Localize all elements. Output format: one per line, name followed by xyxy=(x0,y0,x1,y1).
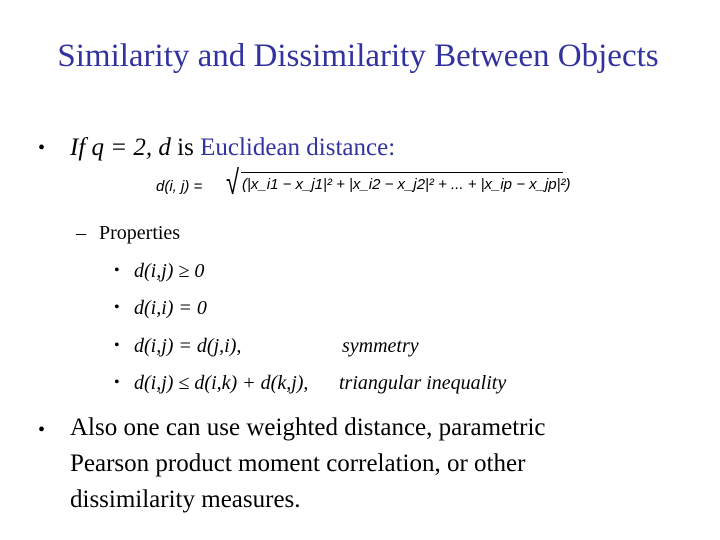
property-text: d(i,j) ≥ 0 xyxy=(134,260,205,282)
q-equation: q = 2, xyxy=(91,134,159,161)
if-word: If xyxy=(70,134,92,161)
d-symbol: d xyxy=(158,134,171,161)
property-marker: • xyxy=(114,299,120,316)
property-note: symmetry xyxy=(342,335,419,357)
euclidean-distance-label: Euclidean distance: xyxy=(200,134,396,161)
sqrt-overline xyxy=(241,172,563,173)
bullet-marker: • xyxy=(38,419,46,441)
bullet-other-line: dissimilarity measures. xyxy=(70,486,301,513)
property-text: d(i,j) = d(j,i), xyxy=(134,335,242,357)
bullet-euclidean xyxy=(38,134,396,162)
bullet-euclidean-text xyxy=(70,134,395,161)
property-note: triangular inequality xyxy=(339,372,507,394)
properties-label: Properties xyxy=(99,222,181,244)
property-marker: • xyxy=(114,374,120,391)
bullet-other-line: Also one can use weighted distance, parametric xyxy=(70,414,546,441)
properties-heading xyxy=(76,222,180,245)
sqrt-symbol: √ xyxy=(226,164,240,202)
is-word: is xyxy=(170,134,201,161)
formula-lhs: d(i, j) = xyxy=(156,178,203,195)
slide-title: Similarity and Dissimilarity Between Objects xyxy=(57,38,659,74)
sub-marker: – xyxy=(76,222,86,244)
formula-body: (|x_i1 − x_j1|² + |x_i2 − x_j2|² + ... + |x_ip − x_jp|²) xyxy=(242,176,571,193)
property-marker: • xyxy=(114,337,120,354)
property-text: d(i,j) ≤ d(i,k) + d(k,j), xyxy=(134,372,309,394)
property-marker: • xyxy=(114,262,120,279)
bullet-other-line: Pearson product moment correlation, or other xyxy=(70,450,526,477)
bullet-marker: • xyxy=(38,137,46,159)
property-text: d(i,i) = 0 xyxy=(134,297,207,319)
